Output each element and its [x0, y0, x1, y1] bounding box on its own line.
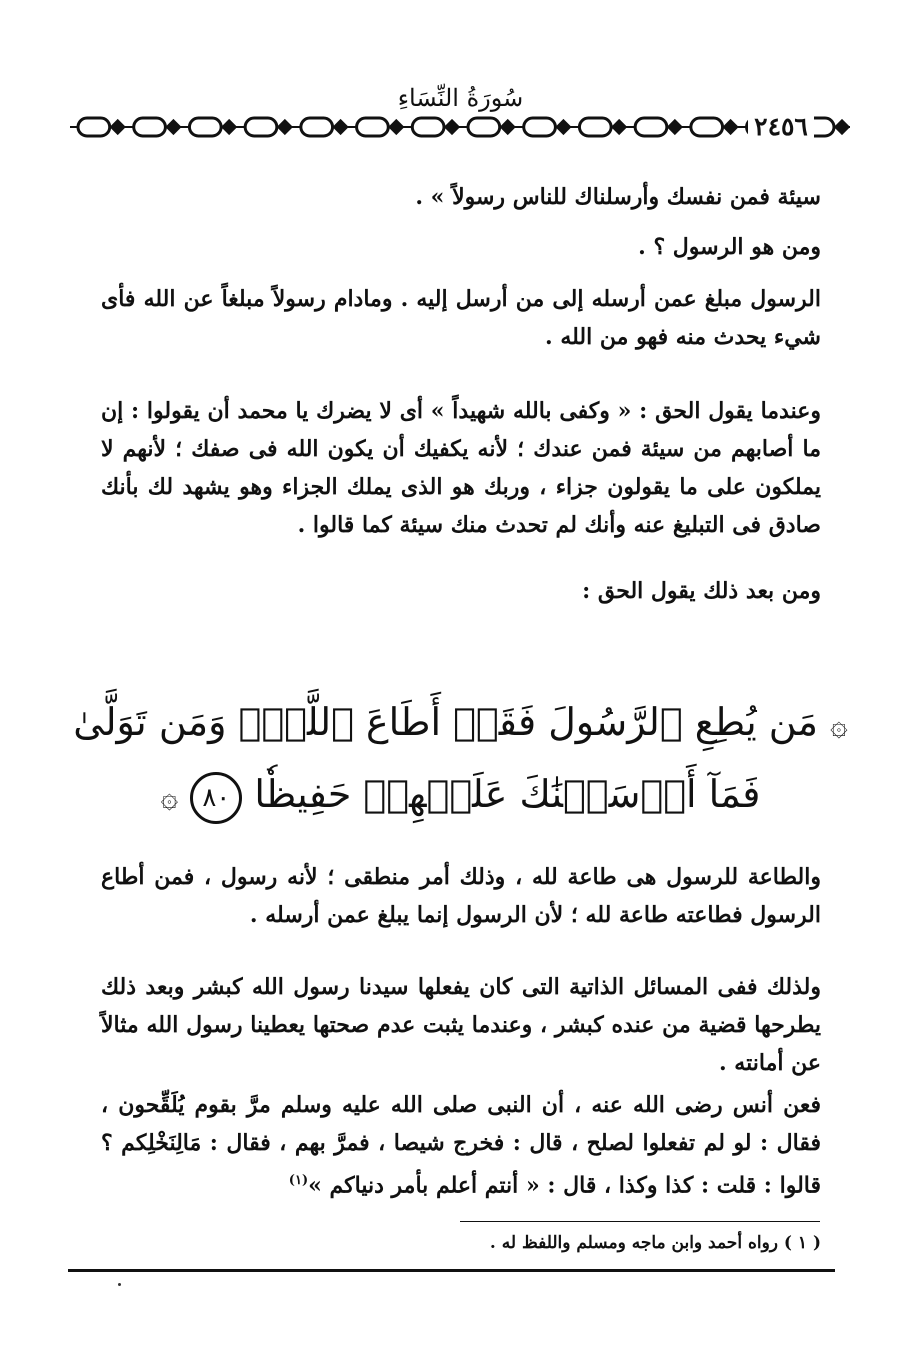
border-diamond [223, 121, 235, 133]
paragraph-1: سيئة فمن نفسك وأرسلناك للناس رسولاً » . [415, 184, 821, 210]
verse-line-1-text: مَن يُطِعِ ٱلرَّسُولَ فَقَدۡ أَطَاعَ ٱللَّهَۖ وَمَن تَوَلَّىٰ [73, 700, 819, 744]
border-diamond [502, 121, 514, 133]
border-diamond [446, 121, 458, 133]
border-link [357, 118, 389, 136]
border-link [524, 118, 556, 136]
verse-line-1 [0, 688, 921, 760]
decorative-border [70, 112, 850, 142]
border-diamond [112, 121, 124, 133]
paragraph-5: ومن بعد ذلك يقول الحق : [582, 578, 821, 604]
surah-title: سُورَةُ النِّسَاءِ [397, 84, 524, 112]
ayah-number-badge: ٨٠ [190, 772, 242, 824]
border-link [635, 118, 667, 136]
paragraph-2: ومن هو الرسول ؟ . [638, 234, 821, 260]
border-diamond [557, 121, 569, 133]
paragraph-6: والطاعة للرسول هى طاعة لله ، وذلك أمر منطقى ؛ لأنه رسول ، فمن أطاع الرسول فطاعته طاعة لله ؛ لأن الرسول إنما يبلغ عمن أرسله . [101, 864, 821, 928]
footnote: ( ١ ) رواه أحمد وابن ماجه ومسلم واللفظ له . [489, 1233, 821, 1253]
paragraph-8 [101, 1086, 821, 1204]
border-diamond [279, 121, 291, 133]
border-link [245, 118, 277, 136]
border-diamond [390, 121, 402, 133]
border-link [189, 118, 221, 136]
border-diamond [725, 121, 737, 133]
quran-verse [0, 688, 921, 832]
footnote-divider [460, 1221, 820, 1222]
paragraph-8-text: فعن أنس رضى الله عنه ، أن النبى صلى الله عليه وسلم مرَّ بقوم يُلَقِّحون ، فقال : لو لم تفعلوا لصلح ، قال : فخرج شيصا ، فمرَّ بهم ، فقال : مَالِنَخْلِكم ؟ قالوا : قلت : كذا وكذا ، قال : « أنتم أعلم بأمر دنياكم » [101, 1092, 821, 1199]
verse-line-2 [0, 760, 921, 832]
border-link [134, 118, 166, 136]
bottom-rule [68, 1269, 835, 1272]
border-diamond [613, 121, 625, 133]
border-diamond [167, 121, 179, 133]
border-diamond [836, 121, 848, 133]
border-link [301, 118, 333, 136]
paragraph-4: وعندما يقول الحق : « وكفى بالله شهيداً » أى لا يضرك يا محمد أن يقولوا : إن ما أصابهم من سيئة فمن عندك ؛ لأنه يكفيك أن يكون الله فى صفك ؛ لأنهم لا يملكون على ما يقولون جزاء ، وربك هو الذى يملك الجزاء وهو يشهد لك بأنك صادق فى التبليغ عنه وأنك لم تحدث منك سيئة كما قالوا . [101, 398, 821, 538]
paragraph-7: ولذلك ففى المسائل الذاتية التى كان يفعلها سيدنا رسول الله كبشر وبعد ذلك يطرحها قضية من عنده كبشر ، وعندما يثبت عدم صحتها يعطينا رسول الله مثالاً عن أمانته . [101, 974, 821, 1076]
border-link [78, 118, 110, 136]
border-link [691, 118, 723, 136]
border-diamond [669, 121, 681, 133]
verse-open-ornament: ۞ [830, 708, 848, 743]
border-link [468, 118, 500, 136]
footnote-reference: (١) [288, 1173, 309, 1188]
page-speck [118, 1283, 121, 1286]
paragraph-3: الرسول مبلغ عمن أرسله إلى من أرسل إليه . ومادام رسولاً مبلغاً عن الله فأى شيء يحدث منه فهو من الله . [101, 286, 821, 350]
verse-line-2-text: فَمَآ أَرۡسَلۡنَٰكَ عَلَيۡهِمۡ حَفِيظٗا [254, 772, 761, 816]
page-number: ٢٤٥٦ [748, 112, 814, 142]
border-link [412, 118, 444, 136]
verse-close-ornament: ۞ [160, 780, 179, 815]
border-link [579, 118, 611, 136]
border-diamond [335, 121, 347, 133]
